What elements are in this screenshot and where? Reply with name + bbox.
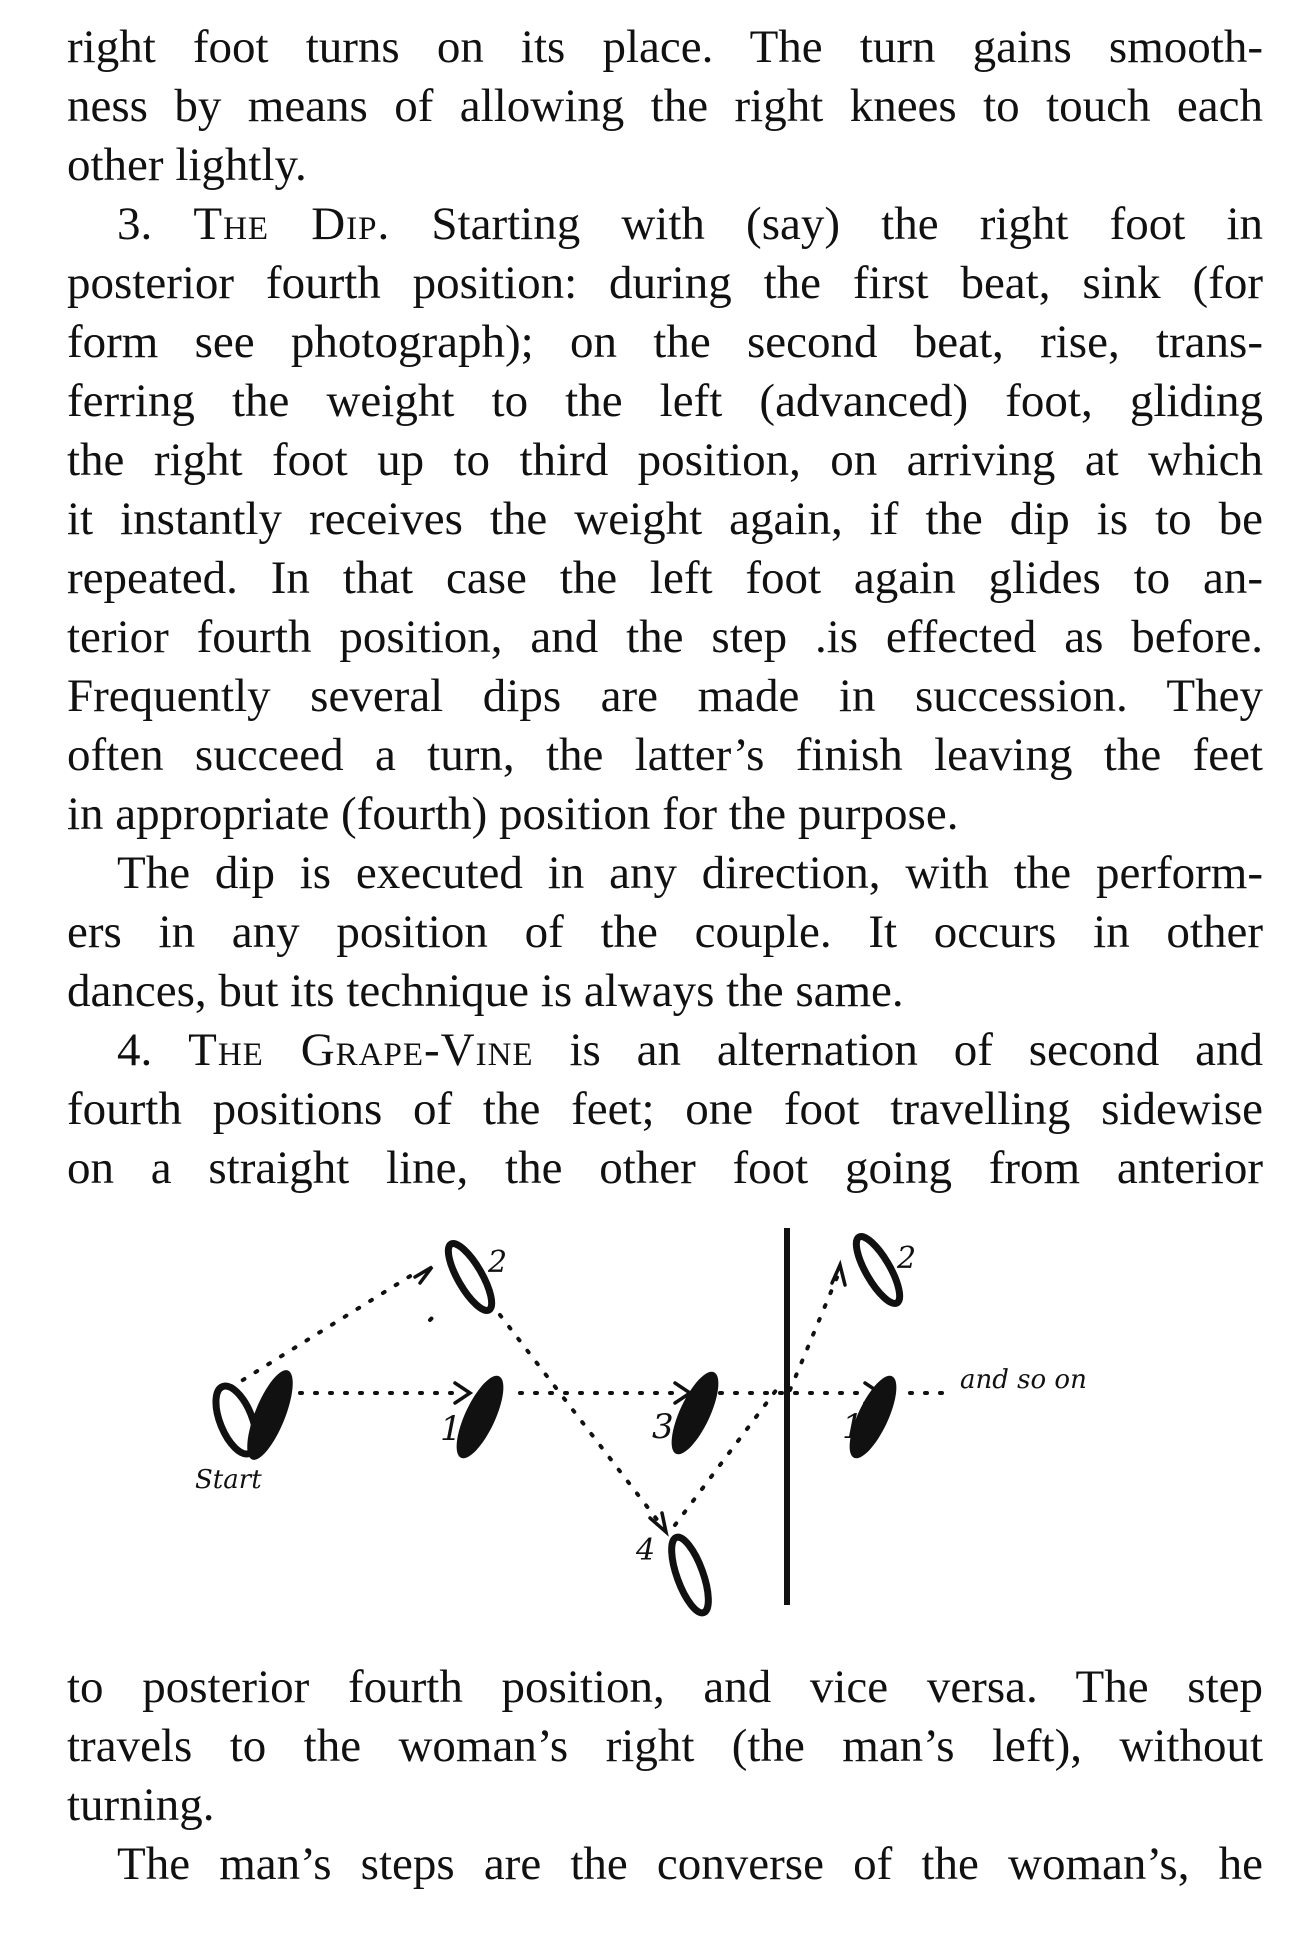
section-number: 3. xyxy=(117,198,153,250)
arrowhead xyxy=(455,1383,470,1403)
label-step-3: 3 xyxy=(652,1407,674,1447)
dotted-path xyxy=(430,1310,440,1320)
dotted-path xyxy=(500,1315,665,1530)
arrowhead xyxy=(650,1513,666,1532)
text-line: right foot turns on its place. The turn gains smooth- xyxy=(67,21,1263,73)
text-line: Frequently several dips are made in succession. They xyxy=(67,670,1263,722)
section-heading-dip: The Dip. xyxy=(193,198,391,250)
text-line: travels to the woman’s right (the man’s left), without xyxy=(67,1720,1263,1772)
text-span: is an alternation of second and xyxy=(569,1024,1263,1076)
text-line: in appropriate (fourth) position for the purpose. xyxy=(67,788,959,840)
label-step-2b: 2 xyxy=(897,1241,917,1276)
text-line: The man’s steps are the converse of the woman’s, he xyxy=(117,1838,1263,1890)
text-line: other lightly. xyxy=(67,139,307,191)
label-step-1: 1 xyxy=(440,1409,462,1449)
text-line: The dip is executed in any direction, with the perform- xyxy=(117,847,1263,899)
text-line: it instantly receives the weight again, if the dip is to be xyxy=(67,493,1263,545)
label-step-1b: 1 xyxy=(842,1407,864,1447)
foot-outline-step4 xyxy=(664,1533,716,1617)
text-line: ness by means of allowing the right knees to touch each xyxy=(67,80,1263,132)
text-line: to posterior fourth position, and vice versa. The step xyxy=(67,1661,1263,1713)
text-line: the right foot up to third position, on arriving at which xyxy=(67,434,1263,486)
text-line: posterior fourth position: during the first beat, sink (for xyxy=(67,257,1263,309)
dotted-path xyxy=(790,1275,838,1390)
text-span: Starting with (say) the right foot in xyxy=(431,198,1264,250)
text-line: form see photograph); on the second beat, rise, trans- xyxy=(67,316,1263,368)
label-and-so-on: and so on xyxy=(960,1365,1087,1395)
arrowhead xyxy=(832,1265,845,1285)
section-heading-grapevine: The Grape-Vine xyxy=(188,1024,534,1076)
text-line: terior fourth position, and the step .is effected as before. xyxy=(67,611,1263,663)
text-line: repeated. In that case the left foot again glides to an- xyxy=(67,552,1263,604)
text-line: turning. xyxy=(67,1779,215,1831)
text-line: ers in any position of the couple. It occurs in other xyxy=(67,906,1263,958)
label-start: Start xyxy=(195,1465,262,1495)
arrowhead xyxy=(415,1267,432,1283)
text-line: often succeed a turn, the latter’s finish leaving the feet xyxy=(67,729,1263,781)
section-number: 4. xyxy=(117,1024,153,1076)
label-step-4: 4 xyxy=(636,1533,656,1568)
text-line: fourth positions of the feet; one foot travelling sidewise xyxy=(67,1083,1263,1135)
dotted-path xyxy=(230,1270,420,1388)
text-line: on a straight line, the other foot going from anterior xyxy=(67,1142,1263,1194)
text-line: dances, but its technique is always the same. xyxy=(67,965,904,1017)
label-step-2: 2 xyxy=(488,1245,508,1280)
text-line: ferring the weight to the left (advanced) foot, gliding xyxy=(67,375,1263,427)
